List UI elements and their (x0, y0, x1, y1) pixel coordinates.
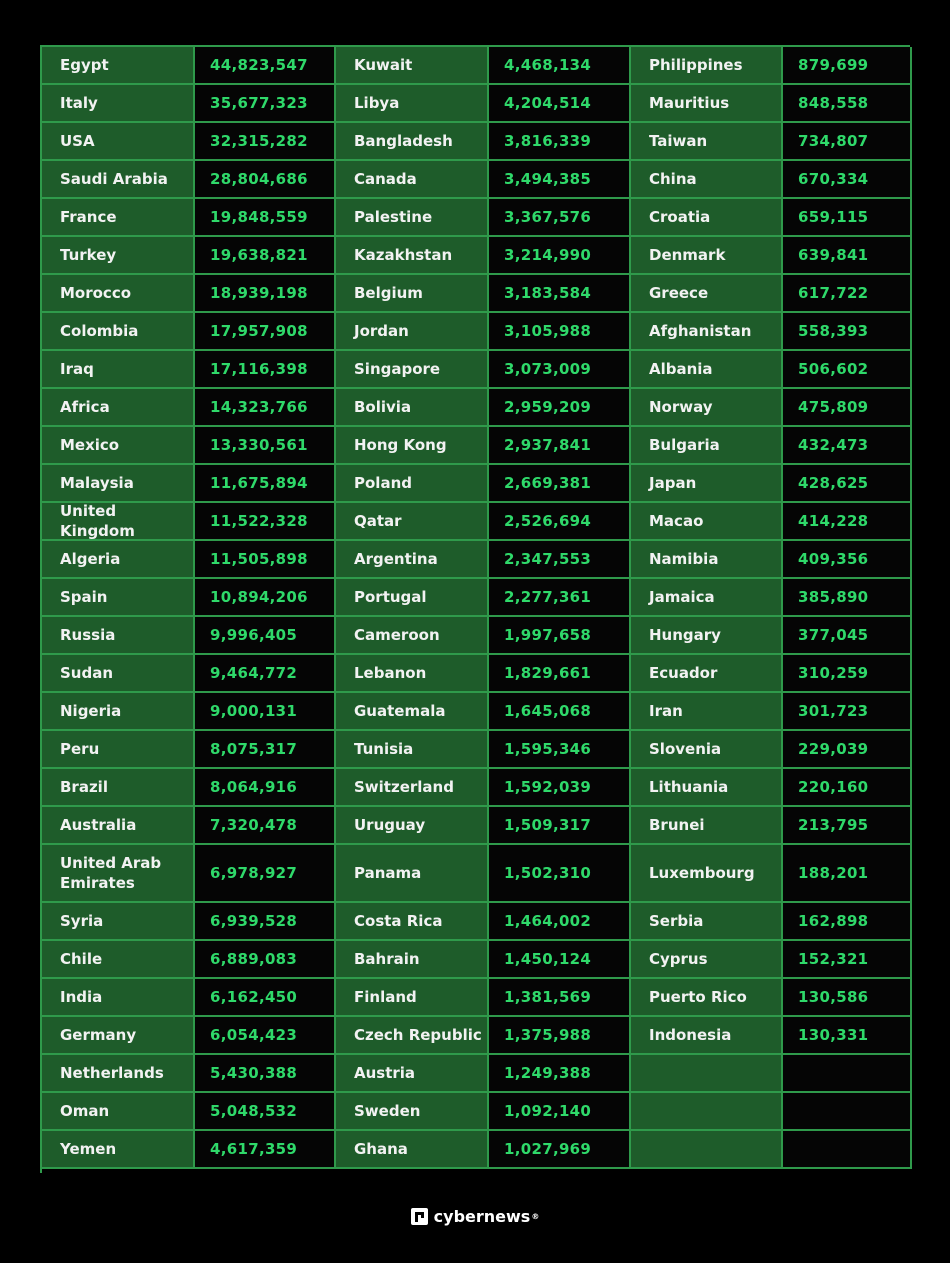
table-cell-country: Yemen (42, 1131, 195, 1169)
table-cell-value: 1,509,317 (489, 807, 631, 845)
table-cell-country: Peru (42, 731, 195, 769)
table-cell-country: Iraq (42, 351, 195, 389)
table-cell-country: Tunisia (336, 731, 489, 769)
table-cell-country: Czech Republic (336, 1017, 489, 1055)
table-cell-country: Costa Rica (336, 903, 489, 941)
table-cell-country: Indonesia (631, 1017, 783, 1055)
table-cell-value: 9,464,772 (195, 655, 336, 693)
table-cell-value: 377,045 (783, 617, 912, 655)
table-cell-value: 19,848,559 (195, 199, 336, 237)
table-cell-value: 11,505,898 (195, 541, 336, 579)
table-cell-country: Hong Kong (336, 427, 489, 465)
table-cell-country: Spain (42, 579, 195, 617)
table-cell-value: 1,027,969 (489, 1131, 631, 1169)
table-cell-country: Bahrain (336, 941, 489, 979)
table-cell-value: 1,375,988 (489, 1017, 631, 1055)
table-cell-country: Jamaica (631, 579, 783, 617)
table-cell-value: 10,894,206 (195, 579, 336, 617)
table-cell-country: Jordan (336, 313, 489, 351)
table-cell-country: Iran (631, 693, 783, 731)
table-cell-value: 213,795 (783, 807, 912, 845)
table-cell-country: Lithuania (631, 769, 783, 807)
table-cell-country: Switzerland (336, 769, 489, 807)
table-cell-value: 9,000,131 (195, 693, 336, 731)
table-cell-country: Mauritius (631, 85, 783, 123)
table-cell-empty (631, 1131, 783, 1169)
table-cell-country: Argentina (336, 541, 489, 579)
country-value-table (40, 45, 910, 1173)
table-cell-value: 17,957,908 (195, 313, 336, 351)
table-cell-value: 1,645,068 (489, 693, 631, 731)
table-cell-country: Sudan (42, 655, 195, 693)
table-cell-country: Syria (42, 903, 195, 941)
table-cell-country: France (42, 199, 195, 237)
table-cell-country: Chile (42, 941, 195, 979)
table-cell-country: Brazil (42, 769, 195, 807)
table-cell-country: Poland (336, 465, 489, 503)
footer-brand (0, 1207, 950, 1226)
table-cell-value: 8,064,916 (195, 769, 336, 807)
table-cell-country: Japan (631, 465, 783, 503)
table-cell-value: 848,558 (783, 85, 912, 123)
table-cell-value: 11,522,328 (195, 503, 336, 541)
registered-mark: ® (531, 1212, 540, 1221)
cybernews-logo-icon (411, 1208, 428, 1225)
table-cell-value: 506,602 (783, 351, 912, 389)
table-cell-country: Greece (631, 275, 783, 313)
table-cell-empty (631, 1055, 783, 1093)
table-cell-country: Afghanistan (631, 313, 783, 351)
table-cell-value: 2,277,361 (489, 579, 631, 617)
table-cell-value: 28,804,686 (195, 161, 336, 199)
table-cell-value: 9,996,405 (195, 617, 336, 655)
table-cell-value: 32,315,282 (195, 123, 336, 161)
table-cell-country: Saudi Arabia (42, 161, 195, 199)
table-cell-value: 35,677,323 (195, 85, 336, 123)
table-cell-empty (783, 1131, 912, 1169)
table-cell-country: Uruguay (336, 807, 489, 845)
table-cell-value: 432,473 (783, 427, 912, 465)
table-cell-value: 130,331 (783, 1017, 912, 1055)
table-cell-value: 220,160 (783, 769, 912, 807)
table-cell-country: Ecuador (631, 655, 783, 693)
table-cell-country: Cameroon (336, 617, 489, 655)
table-cell-value: 11,675,894 (195, 465, 336, 503)
table-cell-country: Luxembourg (631, 845, 783, 903)
table-cell-value: 17,116,398 (195, 351, 336, 389)
table-cell-value: 6,054,423 (195, 1017, 336, 1055)
table-cell-country: Bangladesh (336, 123, 489, 161)
table-cell-value: 162,898 (783, 903, 912, 941)
table-cell-country: Malaysia (42, 465, 195, 503)
table-cell-country: Algeria (42, 541, 195, 579)
table-cell-country: Egypt (42, 47, 195, 85)
table-cell-country: United Arab Emirates (42, 845, 195, 903)
table-cell-value: 1,592,039 (489, 769, 631, 807)
table-cell-value: 385,890 (783, 579, 912, 617)
table-cell-country: Qatar (336, 503, 489, 541)
table-cell-value: 3,494,385 (489, 161, 631, 199)
table-cell-country: Taiwan (631, 123, 783, 161)
table-cell-country: Turkey (42, 237, 195, 275)
table-cell-value: 6,162,450 (195, 979, 336, 1017)
table-cell-value: 3,214,990 (489, 237, 631, 275)
table-cell-country: Mexico (42, 427, 195, 465)
table-cell-value: 8,075,317 (195, 731, 336, 769)
table-cell-value: 409,356 (783, 541, 912, 579)
table-cell-country: Italy (42, 85, 195, 123)
table-cell-country: Germany (42, 1017, 195, 1055)
table-cell-value: 18,939,198 (195, 275, 336, 313)
table-cell-value: 2,669,381 (489, 465, 631, 503)
table-cell-country: Lebanon (336, 655, 489, 693)
table-cell-value: 7,320,478 (195, 807, 336, 845)
table-cell-country: Cyprus (631, 941, 783, 979)
table-cell-value: 1,249,388 (489, 1055, 631, 1093)
table-cell-empty (783, 1055, 912, 1093)
table-cell-country: Canada (336, 161, 489, 199)
table-cell-country: Libya (336, 85, 489, 123)
table-cell-value: 13,330,561 (195, 427, 336, 465)
table-cell-value: 229,039 (783, 731, 912, 769)
table-cell-country: United Kingdom (42, 503, 195, 541)
table-cell-country: Nigeria (42, 693, 195, 731)
table-cell-value: 670,334 (783, 161, 912, 199)
table-cell-country: Russia (42, 617, 195, 655)
table-cell-value: 1,997,658 (489, 617, 631, 655)
table-cell-value: 1,829,661 (489, 655, 631, 693)
table-cell-country: Morocco (42, 275, 195, 313)
table-cell-country: Singapore (336, 351, 489, 389)
table-cell-country: Bulgaria (631, 427, 783, 465)
table-cell-value: 414,228 (783, 503, 912, 541)
brand-name: cybernews (433, 1207, 531, 1226)
table-cell-country: Ghana (336, 1131, 489, 1169)
table-cell-empty (631, 1093, 783, 1131)
table-cell-country: China (631, 161, 783, 199)
table-cell-value: 639,841 (783, 237, 912, 275)
table-cell-value: 3,816,339 (489, 123, 631, 161)
table-cell-value: 44,823,547 (195, 47, 336, 85)
table-cell-value: 617,722 (783, 275, 912, 313)
table-cell-country: Palestine (336, 199, 489, 237)
table-cell-country: Netherlands (42, 1055, 195, 1093)
table-cell-country: Brunei (631, 807, 783, 845)
table-cell-value: 3,105,988 (489, 313, 631, 351)
table-cell-value: 2,959,209 (489, 389, 631, 427)
table-cell-value: 1,450,124 (489, 941, 631, 979)
table-cell-country: Sweden (336, 1093, 489, 1131)
table-cell-country: Kuwait (336, 47, 489, 85)
table-cell-value: 2,347,553 (489, 541, 631, 579)
table-cell-value: 4,468,134 (489, 47, 631, 85)
table-cell-country: Portugal (336, 579, 489, 617)
table-cell-value: 301,723 (783, 693, 912, 731)
table-cell-country: Panama (336, 845, 489, 903)
table-cell-value: 428,625 (783, 465, 912, 503)
table-cell-value: 1,092,140 (489, 1093, 631, 1131)
table-cell-value: 5,430,388 (195, 1055, 336, 1093)
table-cell-value: 5,048,532 (195, 1093, 336, 1131)
table-cell-country: Croatia (631, 199, 783, 237)
table-cell-country: Oman (42, 1093, 195, 1131)
table-cell-value: 1,502,310 (489, 845, 631, 903)
table-cell-country: USA (42, 123, 195, 161)
table-cell-value: 475,809 (783, 389, 912, 427)
table-cell-value: 4,617,359 (195, 1131, 336, 1169)
table-cell-country: Guatemala (336, 693, 489, 731)
table-cell-value: 1,381,569 (489, 979, 631, 1017)
table-cell-value: 879,699 (783, 47, 912, 85)
table-cell-value: 130,586 (783, 979, 912, 1017)
table-cell-country: Namibia (631, 541, 783, 579)
table-cell-value: 310,259 (783, 655, 912, 693)
table-cell-value: 14,323,766 (195, 389, 336, 427)
table-cell-value: 152,321 (783, 941, 912, 979)
table-cell-country: Macao (631, 503, 783, 541)
table-cell-country: Hungary (631, 617, 783, 655)
table-cell-country: Kazakhstan (336, 237, 489, 275)
table-cell-country: Australia (42, 807, 195, 845)
table-cell-value: 1,464,002 (489, 903, 631, 941)
table-cell-value: 3,073,009 (489, 351, 631, 389)
table-cell-value: 659,115 (783, 199, 912, 237)
table-cell-country: Belgium (336, 275, 489, 313)
table-cell-country: Austria (336, 1055, 489, 1093)
table-cell-value: 6,889,083 (195, 941, 336, 979)
table-cell-value: 2,937,841 (489, 427, 631, 465)
table-cell-value: 734,807 (783, 123, 912, 161)
table-cell-country: Colombia (42, 313, 195, 351)
table-cell-value: 19,638,821 (195, 237, 336, 275)
table-cell-country: Puerto Rico (631, 979, 783, 1017)
table-cell-country: Bolivia (336, 389, 489, 427)
table-cell-country: Finland (336, 979, 489, 1017)
table-cell-value: 558,393 (783, 313, 912, 351)
table-cell-empty (783, 1093, 912, 1131)
table-cell-value: 3,183,584 (489, 275, 631, 313)
table-cell-value: 6,939,528 (195, 903, 336, 941)
table-cell-country: Denmark (631, 237, 783, 275)
table-cell-country: India (42, 979, 195, 1017)
table-cell-value: 3,367,576 (489, 199, 631, 237)
table-cell-country: Slovenia (631, 731, 783, 769)
table-cell-value: 1,595,346 (489, 731, 631, 769)
table-cell-value: 188,201 (783, 845, 912, 903)
table-cell-country: Albania (631, 351, 783, 389)
table-cell-value: 4,204,514 (489, 85, 631, 123)
table-cell-country: Norway (631, 389, 783, 427)
table-cell-country: Africa (42, 389, 195, 427)
table-cell-value: 6,978,927 (195, 845, 336, 903)
table-cell-country: Philippines (631, 47, 783, 85)
table-cell-country: Serbia (631, 903, 783, 941)
table-cell-value: 2,526,694 (489, 503, 631, 541)
